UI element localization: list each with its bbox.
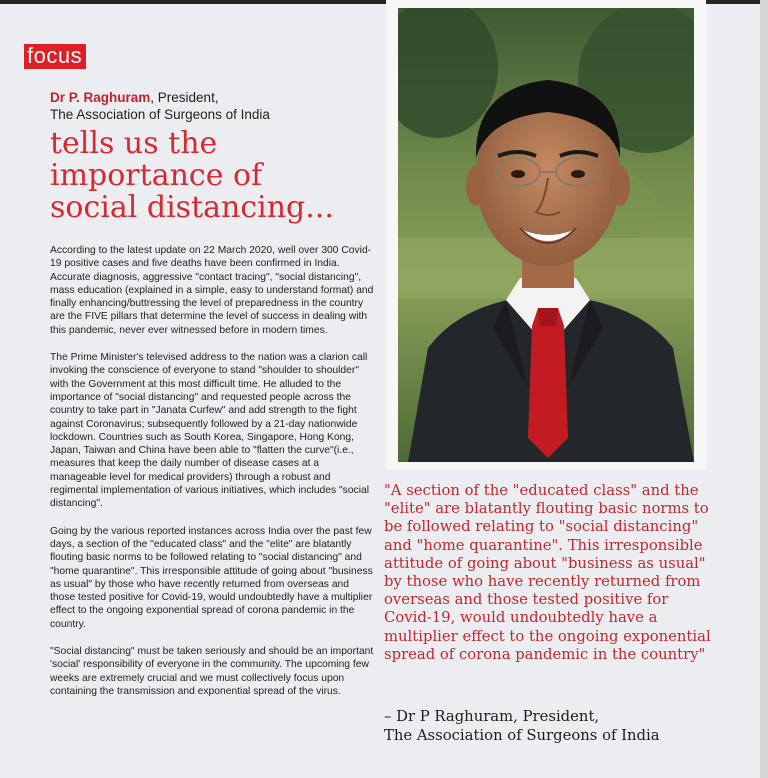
- author-credit: [50, 89, 370, 123]
- portrait-illustration: [398, 8, 694, 462]
- body-paragraph: According to the latest update on 22 March 2020, well over 300 Covid-19 positive cases and five deaths have been confirmed in India. Accurate diagnosis, aggressive "contact tracing", "social distancing", mass education (explained in a simple, easy to understand format) and finally enhancing/buttressing the level of preparedness in the country are the FIVE pillars that determine the level of success in dealing with this pandemic, never ever witnessed before in modern times.: [50, 245, 374, 336]
- headline: [50, 128, 380, 224]
- portrait-photo: [386, 0, 706, 470]
- body-paragraph: The Prime Minister's televised address to the nation was a clarion call invoking the conscience of everyone to stand "shoulder to shoulder" with the Government at this most difficult time. He alluded to the importance of "social distancing" and requested people across the country to take part in "Janata Curfew" and add strength to the fight against Coronavirus; subsequently followed by a 21-day nationwide lockdown. Countries such as South Korea, Singapore, Hong Kong, Japan, Taiwan and China have been able to "flatten the curve"(i.e., measures that keep the daily number of disease cases at a manageable level for medical providers) through a robust and regimental implementation of various initiatives, which includes "social distancing".: [50, 352, 370, 510]
- attribution-line: – Dr P Raghuram, President,: [384, 708, 600, 725]
- quote-attribution: [384, 708, 714, 745]
- body-paragraph: Going by the various reported instances across India over the past few days, a section of the "educated class" and the "elite" are blatantly flouting basic norms to be followed relating to "social distancing" and "home quarantine". This irresponsible attitude of going about "business as usual" by those who have recently returned from overseas and those tested positive for Covid-19, would undoubtedly have a multiplier effect to the ongoing exponential spread of corona pandemic in the country.: [50, 525, 373, 630]
- section-tag: focus: [24, 44, 86, 69]
- article-body: [50, 244, 374, 712]
- pull-quote: "A section of the "educated class" and the "elite" are blatantly flouting basic norms to be followed relating to "social distancing" and "home quarantine". This irresponsible attitude of going about "business as usual" by those who have recently returned from overseas and those tested positive for Covid-19, would undoubtedly have a multiplier effect to the ongoing exponential spread of corona pandemic in the country": [384, 482, 711, 663]
- headline-line: importance of: [50, 158, 263, 193]
- headline-line: tells us the: [50, 126, 218, 161]
- author-organization: The Association of Surgeons of India: [50, 107, 270, 122]
- attribution-line: The Association of Surgeons of India: [384, 726, 660, 744]
- body-paragraph: "Social distancing" must be taken seriously and should be an important 'social' responsibility of everyone in the community. The upcoming few weeks are extremely crucial and we must collectively focus upon containing the transmission and exponential spread of the virus.: [50, 646, 374, 697]
- author-role: , President,: [150, 90, 219, 105]
- author-name: Dr P. Raghuram: [50, 90, 151, 105]
- headline-line: social distancing...: [50, 190, 334, 225]
- page-edge: [760, 0, 768, 778]
